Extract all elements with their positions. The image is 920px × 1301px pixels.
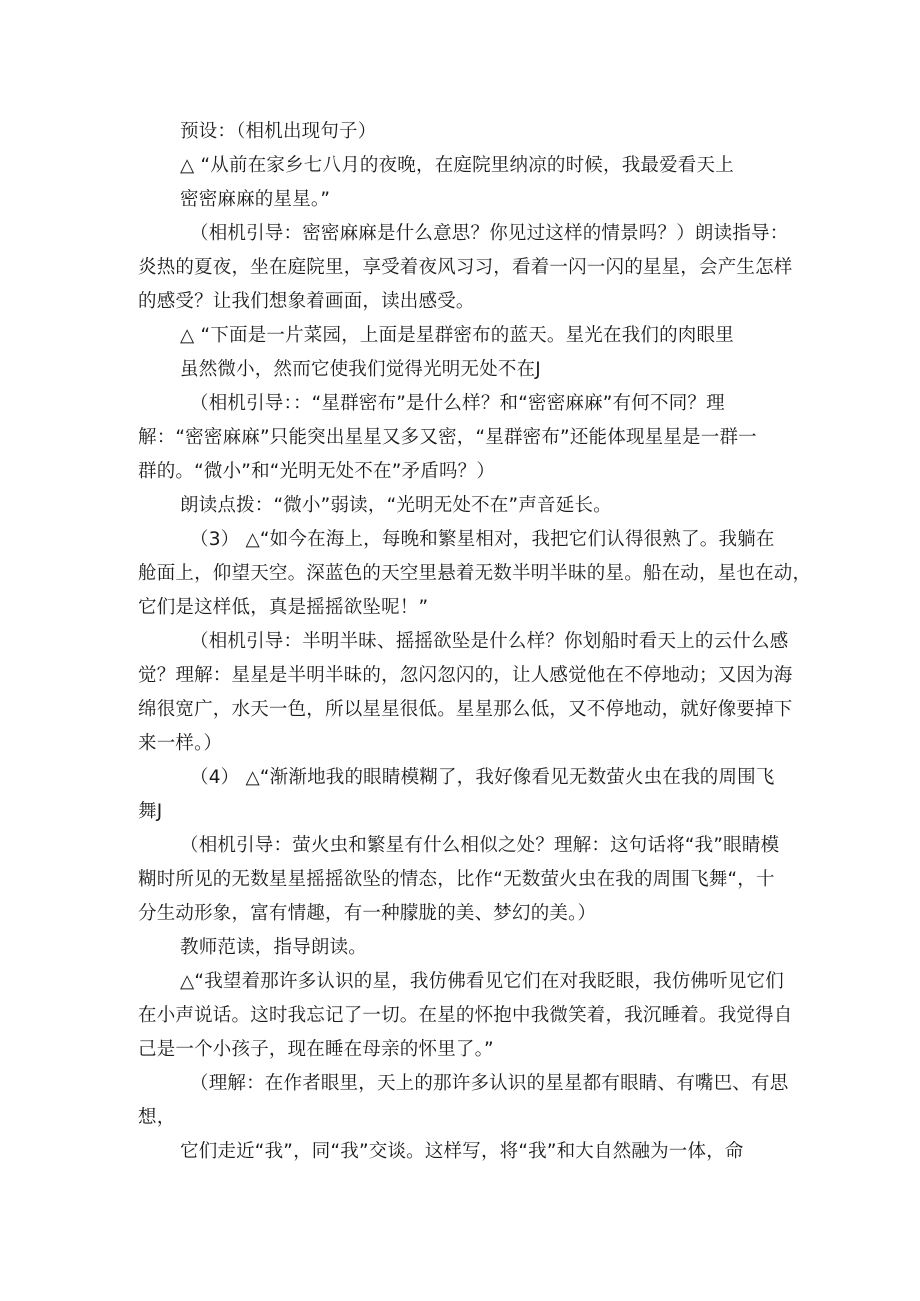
text-line: 舱面上，仰望天空。深蓝色的天空里悬着无数半明半昧的星。船在动，星也在动， [138,563,812,584]
text-line: 群的。“微小”和“光明无处不在”矛盾吗？） [138,461,496,482]
text-line: 想， [138,1107,176,1128]
text-line: （相机引导：密密麻麻是什么意思？你见过这样的情景吗？）朗读指导： [190,223,789,244]
text-line: 虽然微小，然而它使我们觉得光明无处不在J [180,359,541,380]
text-line: （相机引导：半明半昧、摇摇欲坠是什么样？你划船时看天上的云什么感 [190,631,789,652]
text-line: （相机引导：：“星群密布”是什么样？和“密密麻麻”有何不同？理 [190,393,725,414]
text-line: 绵很宽广，水天一色，所以星星很低。星星那么低，又不停地动，就好像要掉下 [138,699,793,720]
text-line: 它们是这样低，真是摇摇欲坠呢！” [138,597,429,618]
text-line: 教师范读，指导朗读。 [180,937,368,958]
text-line: 在小声说话。这时我忘记了一切。在星的怀抱中我微笑着，我沉睡着。我觉得自 [138,1005,793,1026]
text-line: 炎热的夏夜，坐在庭院里，享受着夜风习习，看着一闪一闪的星星，会产生怎样 [138,257,793,278]
text-line: 觉？理解：星星是半明半昧的，忽闪忽闪的，让人感觉他在不停地动；又因为海 [138,665,793,686]
text-line: △ “下面是一片菜园，上面是星群密布的蓝天。星光在我们的肉眼里 [180,325,734,346]
text-line: 糊时所见的无数星星摇摇欲坠的情态，比作“无数萤火虫在我的周围飞舞“，十 [138,869,775,890]
text-line: △ “从前在家乡七八月的夜晚，在庭院里纳凉的时候，我最爱看天上 [180,155,734,176]
text-line: 解：“密密麻麻”只能突出星星又多又密，“星群密布”还能体现星星是一群一 [138,427,757,448]
text-line: （4） △“渐渐地我的眼睛模糊了，我好像看见无数萤火虫在我的周围飞 [190,767,775,788]
text-line: （相机引导：萤火虫和繁星有什么相似之处？理解：这句话将“我”眼睛模 [180,835,780,856]
text-line: 的感受？让我们想象着画面，读出感受。 [138,291,475,312]
text-line: △“我望着那许多认识的星，我仿佛看见它们在对我眨眼，我仿佛听见它们 [180,971,784,992]
text-line: 预设：（相机出现句子） [180,121,377,142]
text-line: （理解：在作者眼里，天上的那许多认识的星星都有眼睛、有嘴巴、有思 [190,1073,789,1094]
text-line: 舞J [138,801,163,822]
text-line: 它们走近“我”，同“我”交谈。这样写，将“我”和大自然融为一体，命 [180,1141,744,1162]
text-line: 分生动形象，富有情趣，有一种朦胧的美、梦幻的美。） [138,903,597,924]
text-line: 己是一个小孩子，现在睡在母亲的怀里了。” [138,1039,494,1060]
text-line: 密密麻麻的星星。” [180,189,331,210]
text-line: 朗读点拨：“微小”弱读，“光明无处不在”声音延长。 [180,495,612,516]
text-line: （3） △“如今在海上，每晚和繁星相对，我把它们认得很熟了。我躺在 [190,529,775,550]
text-line: 来一样。） [138,733,223,754]
